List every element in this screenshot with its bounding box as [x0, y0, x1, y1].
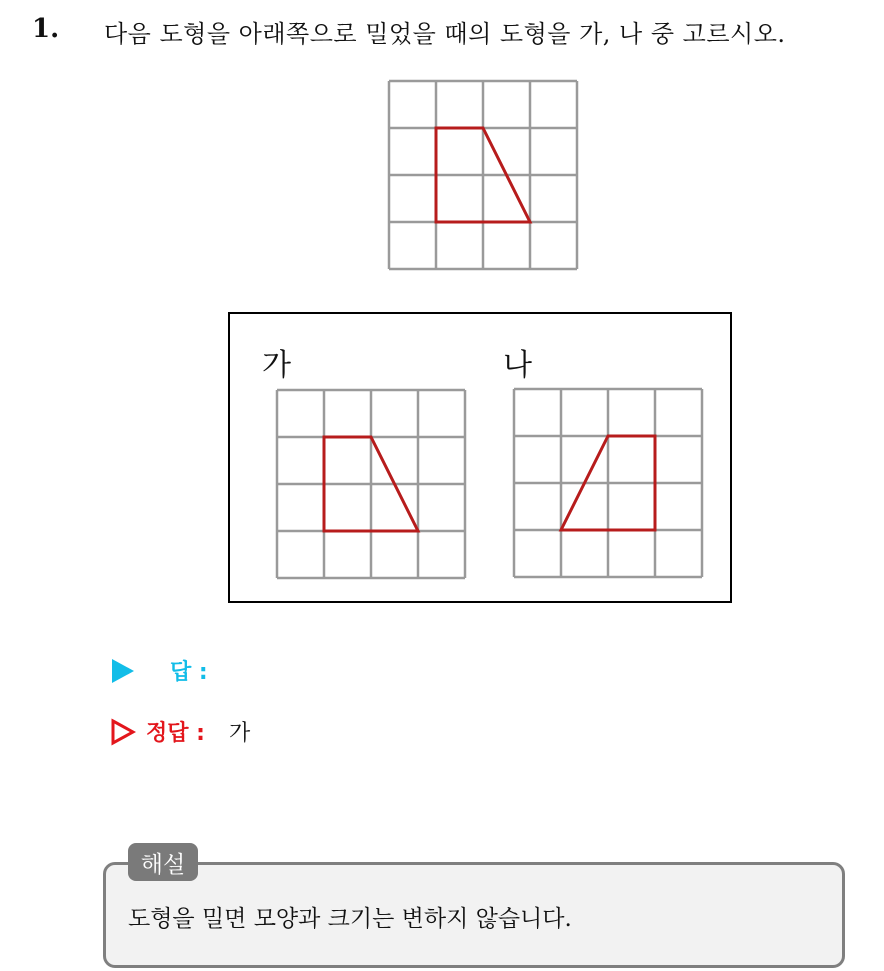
answer-prompt-label: 답 : [170, 660, 208, 685]
outline-triangle-icon [110, 718, 136, 746]
choice-ga-svg [275, 388, 467, 580]
correct-answer-label: 정답 : [146, 721, 205, 746]
answer-prompt-row [110, 655, 208, 686]
original-grid-figure [387, 79, 579, 271]
choice-label-na: 나 [503, 348, 532, 383]
solution-text: 도형을 밀면 모양과 크기는 변하지 않습니다. [128, 906, 572, 932]
question-text: 다음 도형을 아래쪽으로 밀었을 때의 도형을 가, 나 중 고르시오. [104, 20, 786, 48]
choice-label-ga: 가 [262, 348, 291, 383]
correct-answer-row [110, 716, 250, 747]
solution-tab: 해설 [128, 843, 198, 881]
original-svg [387, 79, 579, 271]
choice-na-grid-figure [512, 387, 704, 579]
choice-ga-grid-figure [275, 388, 467, 580]
filled-triangle-icon [110, 657, 136, 685]
choice-na-svg [512, 387, 704, 579]
question-number: 1. [32, 14, 60, 44]
correct-answer-value: 가 [228, 721, 251, 746]
